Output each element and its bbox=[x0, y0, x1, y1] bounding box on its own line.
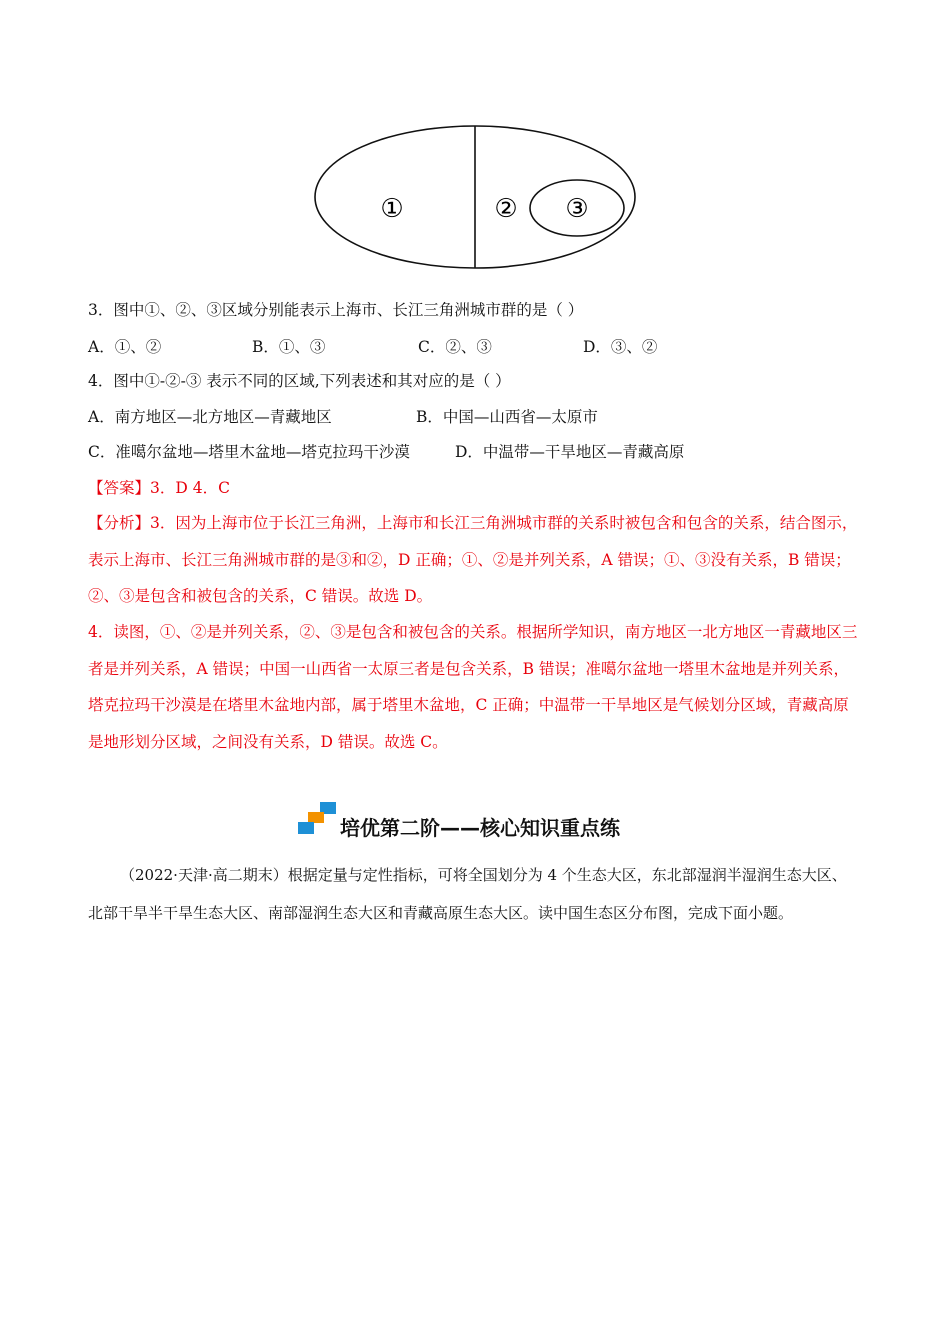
q4-option-b: B．中国—山西省—太原市 bbox=[416, 408, 598, 426]
q3-option-a: A．①、② bbox=[88, 338, 162, 356]
section-title: 培优第二阶——核心知识重点练 bbox=[340, 816, 620, 840]
answer-text: 3．D 4．C bbox=[150, 479, 230, 497]
analysis-label: 【分析】 bbox=[88, 514, 151, 532]
q4-option-a: A．南方地区—北方地区—青藏地区 bbox=[88, 408, 332, 426]
q3-option-d: D．③、② bbox=[583, 338, 658, 356]
q4-option-d: D．中温带—干旱地区—青藏高原 bbox=[455, 443, 685, 461]
answer-line bbox=[88, 477, 230, 499]
region-relationship-diagram bbox=[310, 120, 650, 275]
analysis-paragraph-1 bbox=[88, 505, 858, 615]
region-label-1: ① bbox=[380, 194, 404, 224]
q3-option-c: C．②、③ bbox=[418, 338, 492, 356]
section-icon bbox=[298, 800, 340, 836]
question-4-stem: 4．图中①-②-③ 表示不同的区域,下列表述和其对应的是（ ） bbox=[88, 372, 511, 390]
analysis-paragraph-2: 4．读图，①、②是并列关系，②、③是包含和被包含的关系。根据所学知识，南方地区一北方地区一青藏地区三者是并列关系，A 错误；中国一山西省一太原三者是包含关系，B 错误；准噶尔盆地一塔里木盆地是并列关系，塔克拉玛干沙漠是在塔里木盆地内部，属于塔里木盆地，C 正确；中温带一干旱地区是气候划分区域，青藏高原是地形划分区域，之间没有关系，D 错误。故选 C。 bbox=[88, 623, 858, 751]
q3-option-b: B．①、③ bbox=[252, 338, 326, 356]
analysis-text-1: 3．因为上海市位于长江三角洲，上海市和长江三角洲城市群的关系时被包含和包含的关系，结合图示，表示上海市、长江三角洲城市群的是③和②，D 正确；①、②是并列关系，A 错误；①、③没有关系，B 错误；②、③是包含和被包含的关系，C 错误。故选 D。 bbox=[88, 514, 858, 605]
region-label-3: ③ bbox=[565, 194, 589, 224]
answer-label: 【答案】 bbox=[88, 479, 151, 497]
region-label-2: ② bbox=[494, 194, 518, 224]
question-3-stem: 3．图中①、②、③区域分别能表示上海市、长江三角洲城市群的是（ ） bbox=[88, 301, 584, 319]
q4-option-c: C．准噶尔盆地—塔里木盆地—塔克拉玛干沙漠 bbox=[88, 443, 410, 461]
intro-paragraph: （2022·天津·高二期末）根据定量与定性指标，可将全国划分为 4 个生态大区，东北部湿润半湿润生态大区、北部干旱半干旱生态大区、南部湿润生态大区和青藏高原生态大区。读中国生态区分布图，完成下面小题。 bbox=[88, 866, 847, 922]
